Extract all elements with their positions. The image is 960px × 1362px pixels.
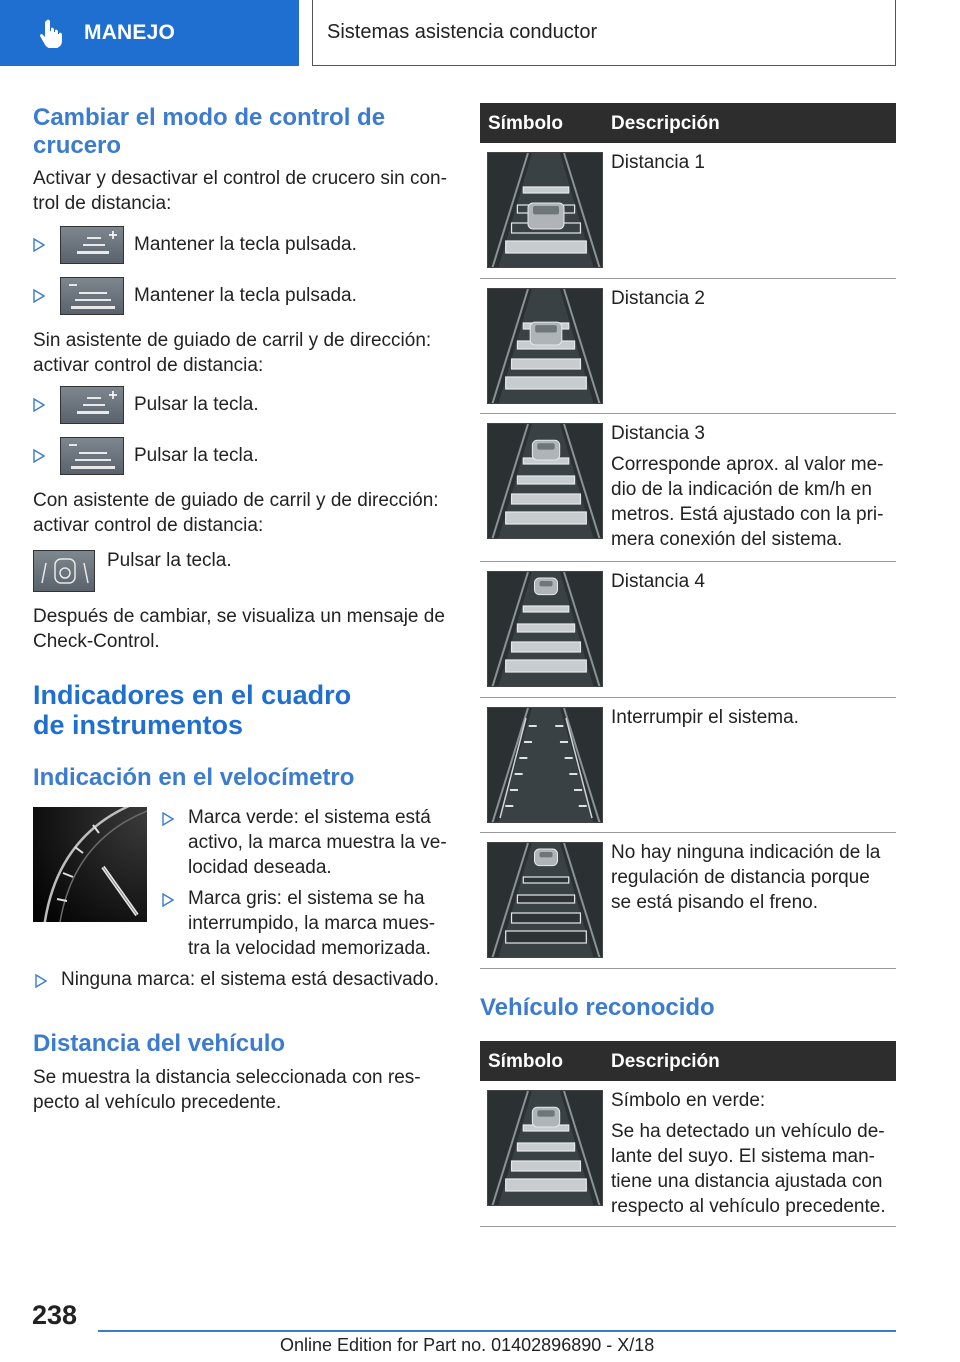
- row-divider: [480, 561, 896, 562]
- list-item: [33, 386, 259, 424]
- speedo-bullet-none: Ninguna marca: el sistema está desactivado.: [61, 969, 440, 990]
- steering-assistant-button-icon: [33, 550, 95, 592]
- row-description-detail: Corresponde aprox. al valor me-dio de la indicación de km/h en metros. Está ajustado con la pri-mera conexión del sistema.: [611, 454, 884, 550]
- distance-minus-button-icon: [60, 437, 124, 475]
- paragraph-after-change: Después de cambiar, se visualiza un mensaje de Check-Control.: [33, 606, 445, 652]
- row-divider: [480, 968, 896, 969]
- distance-3-symbol: [487, 423, 603, 539]
- row-divider: [480, 278, 896, 279]
- row-description: Distancia 2: [611, 288, 705, 309]
- table-row: [611, 421, 891, 552]
- interrupted-symbol: [487, 707, 603, 823]
- steering-button-text: Pulsar la tecla.: [107, 550, 232, 571]
- column-header-description: Descripción: [611, 113, 720, 134]
- heading-indicators-line2: de instrumentos: [33, 710, 244, 740]
- column-header-symbol: Símbolo: [488, 1051, 563, 1072]
- chapter-title: Sistemas asistencia conductor: [327, 21, 598, 43]
- list-item: [33, 437, 259, 475]
- column-header-description: Descripción: [611, 1051, 720, 1072]
- page-number: 238: [32, 1300, 78, 1330]
- row-description: Distancia 4: [611, 571, 705, 592]
- distance-plus-button-icon: [60, 226, 124, 264]
- brake-symbol: [487, 842, 603, 958]
- bullet-text: Pulsar la tecla.: [134, 394, 259, 415]
- interrupted-bars-icon: [488, 708, 603, 823]
- list-item: [33, 277, 357, 315]
- table-header: [480, 103, 896, 143]
- distance-bars-icon: [488, 289, 603, 404]
- paragraph-distance: Se muestra la distancia seleccionada con res-pecto al vehículo precedente.: [33, 1067, 421, 1113]
- bullet-triangle-icon: [33, 449, 45, 463]
- table-row: [611, 705, 891, 730]
- bullet-text: Pulsar la tecla.: [134, 445, 259, 466]
- row-divider: [480, 1226, 896, 1227]
- paragraph-deactivate: Activar y desactivar el control de crucero sin con-trol de distancia:: [33, 168, 447, 214]
- table-row: [611, 150, 891, 175]
- row-divider: [480, 413, 896, 414]
- distance-bars-icon: [488, 572, 603, 687]
- distance-2-symbol: [487, 288, 603, 404]
- hand-pointer-icon: [38, 18, 64, 48]
- list-item: [33, 226, 357, 264]
- distance-bars-icon: [488, 1091, 603, 1206]
- bullet-triangle-icon: [33, 289, 45, 303]
- bullet-triangle-icon: [33, 398, 45, 412]
- brake-bars-icon: [488, 843, 603, 958]
- bullet-triangle-icon: [33, 238, 45, 252]
- table-row: [611, 840, 891, 915]
- bullet-triangle-icon: [162, 812, 174, 826]
- paragraph-with-assistant: Con asistente de guiado de carril y de dirección: activar control de distancia:: [33, 490, 439, 536]
- row-divider: [480, 832, 896, 833]
- table-row: [611, 569, 891, 594]
- table-header: [480, 1041, 896, 1081]
- distance-minus-button-icon: [60, 277, 124, 315]
- speedo-bullet-green: Marca verde: el sistema está activo, la marca muestra la ve-locidad deseada.: [188, 807, 447, 878]
- distance-bars-icon: [488, 153, 603, 268]
- edition-text: Online Edition for Part no. 01402896890 - X/18: [280, 1335, 655, 1355]
- row-description-detail: Se ha detectado un vehículo de-lante del suyo. El sistema man-tiene una distancia ajustada con respecto al vehículo precedente.: [611, 1121, 886, 1217]
- table-row: [611, 1088, 891, 1219]
- footer-divider: [98, 1330, 896, 1332]
- row-description: No hay ninguna indicación de la regulación de distancia porque se está pisando el freno.: [611, 842, 881, 913]
- row-description: Distancia 3: [611, 423, 705, 444]
- column-header-symbol: Símbolo: [488, 113, 563, 134]
- bullet-triangle-icon: [35, 974, 47, 988]
- heading-indicators: [33, 680, 433, 740]
- distance-plus-button-icon: [60, 386, 124, 424]
- heading-indicators-line1: Indicadores en el cuadro: [33, 680, 352, 710]
- paragraph-without-assistant: Sin asistente de guiado de carril y de dirección: activar control de distancia:: [33, 330, 432, 376]
- speedo-bullet-gray: Marca gris: el sistema se ha interrumpido, la marca mues-tra la velocidad memorizada.: [188, 888, 436, 959]
- chapter-header: [312, 0, 896, 66]
- distance-1-symbol: [487, 152, 603, 268]
- heading-vehicle-detected: Vehículo reconocido: [480, 994, 715, 1021]
- table-row: [611, 286, 891, 311]
- section-title: MANEJO: [84, 21, 176, 44]
- row-divider: [480, 697, 896, 698]
- bullet-text: Mantener la tecla pulsada.: [134, 285, 357, 306]
- heading-change-mode: Cambiar el modo de control de crucero: [33, 104, 386, 159]
- vehicle-detected-symbol: [487, 1090, 603, 1206]
- speedometer-image: [33, 807, 147, 922]
- heading-vehicle-distance: Distancia del vehículo: [33, 1030, 286, 1057]
- bullet-text: Mantener la tecla pulsada.: [134, 234, 357, 255]
- section-tab: [0, 0, 299, 66]
- row-description: Distancia 1: [611, 152, 705, 173]
- row-description: Interrumpir el sistema.: [611, 707, 799, 728]
- heading-speedometer: Indicación en el velocímetro: [33, 764, 355, 791]
- distance-bars-icon: [488, 424, 603, 539]
- row-description: Símbolo en verde:: [611, 1090, 766, 1111]
- bullet-triangle-icon: [162, 893, 174, 907]
- distance-4-symbol: [487, 571, 603, 687]
